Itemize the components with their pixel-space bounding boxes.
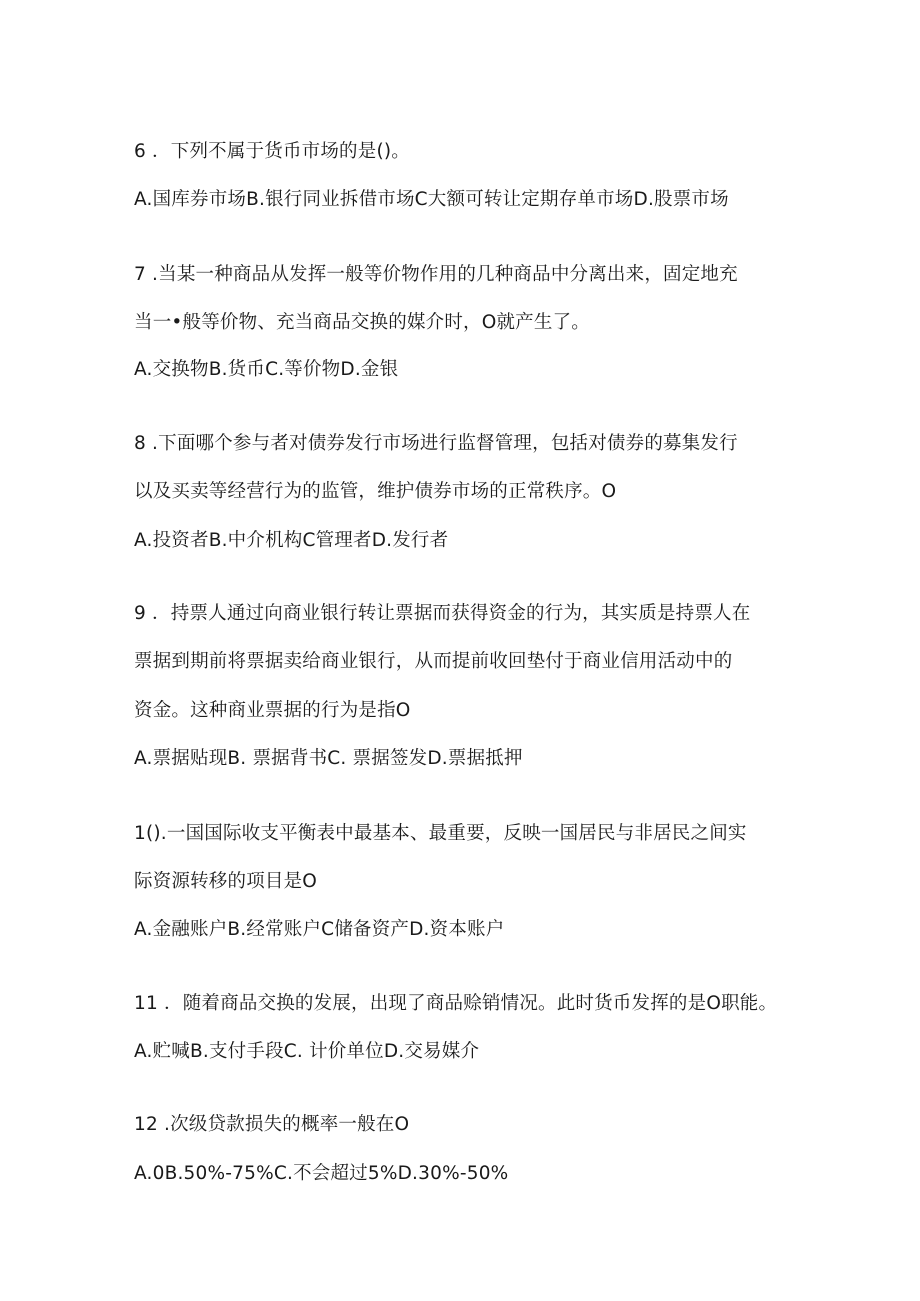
question-9-stem-line-1: 9 ．持票人通过向商业银行转让票据而获得资金的行为，其实质是持票人在 xyxy=(134,603,751,624)
question-8-stem-line-1: 8 .下面哪个参与者对债券发行市场进行监督管理，包括对债券的募集发行 xyxy=(134,433,738,454)
question-12-stem: 12 .次级贷款损失的概率一般在O xyxy=(134,1114,410,1135)
question-8-options: A.投资者B.中介机构C管理者D.发行者 xyxy=(134,530,449,551)
question-11-stem: 11 ．随着商品交换的发展，出现了商品赊销情况。此时货币发挥的是O职能。 xyxy=(134,993,778,1014)
question-7-stem-line-1: 7 .当某一种商品从发挥一般等价物作用的几种商品中分离出来，固定地充 xyxy=(134,264,738,285)
question-9-options: A.票据贴现B. 票据背书C. 票据签发D.票据抵押 xyxy=(134,748,523,769)
question-12-options: A.0B.50%-75%C.不会超过5%D.30%-50% xyxy=(134,1163,509,1184)
question-10-stem-line-2: 际资源转移的项目是O xyxy=(134,871,318,892)
question-9-stem-line-3: 资金。这种商业票据的行为是指O xyxy=(134,700,411,721)
question-9-stem-line-2: 票据到期前将票据卖给商业银行，从而提前收回垫付于商业信用活动中的 xyxy=(134,651,733,672)
question-10-stem-line-1: 1().一国国际收支平衡表中最基本、最重要，反映一国居民与非居民之间实 xyxy=(134,823,747,844)
question-7-stem-line-2: 当一•般等价物、充当商品交换的媒介时，O就产生了。 xyxy=(134,312,590,333)
question-10-options: A.金融账户B.经常账户C储备资产D.资本账户 xyxy=(134,919,505,940)
question-6-options: A.国库券市场B.银行同业拆借市场C大额可转让定期存单市场D.股票市场 xyxy=(134,189,729,210)
question-11-options: A.贮喊B.支付手段C. 计价单位D.交易媒介 xyxy=(134,1041,480,1062)
question-8-stem-line-2: 以及买卖等经营行为的监管，维护债券市场的正常秩序。O xyxy=(134,481,617,502)
question-7-options: A.交换物B.货币C.等价物D.金银 xyxy=(134,359,399,380)
question-6-stem: 6 ．下列不属于货币市场的是()。 xyxy=(134,141,410,162)
